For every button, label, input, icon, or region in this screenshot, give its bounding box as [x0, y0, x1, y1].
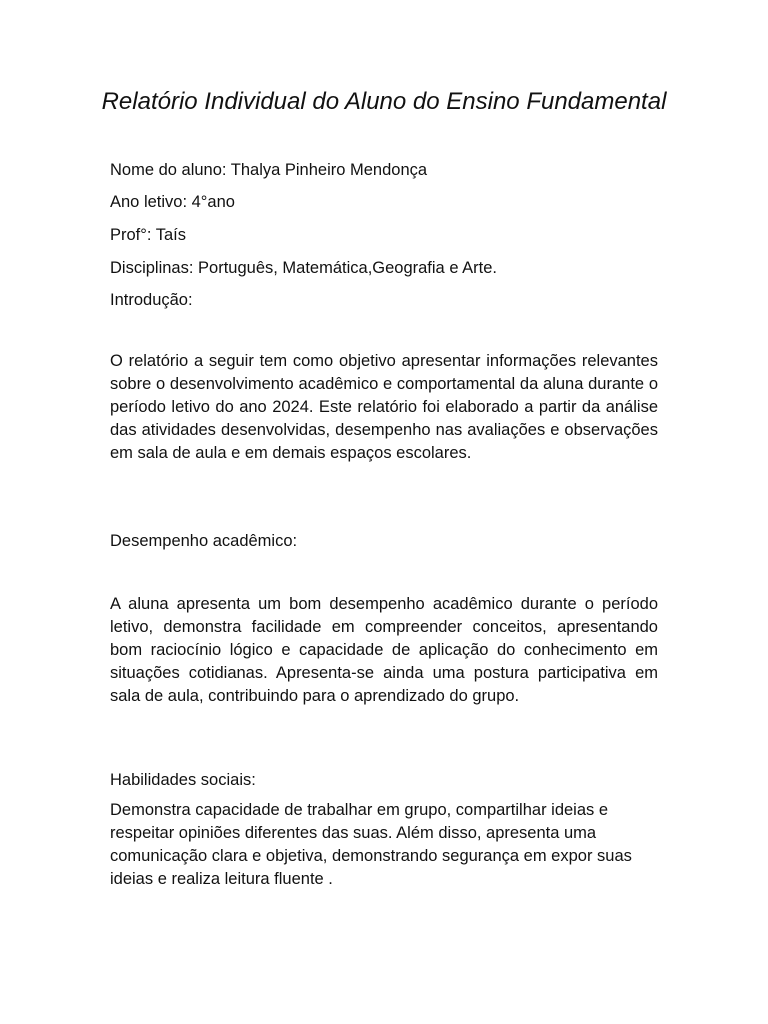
intro-paragraph: O relatório a seguir tem como objetivo apresentar informações relevantes sobre o desenvolvimento acadêmico e comportamental da aluna durante o período letivo do ano 2024. Este relatório foi elaborado a partir da análise das atividades desenvolvidas, desempenho nas avaliações e observações em sala de aula e em demais espaços escolares.	[110, 352, 658, 462]
document-title: Relatório Individual do Aluno do Ensino Fundamental	[101, 88, 667, 115]
social-heading: Habilidades sociais:	[110, 771, 256, 789]
academic-heading: Desempenho acadêmico:	[110, 532, 298, 550]
school-year: Ano letivo: 4°ano	[110, 193, 235, 211]
academic-paragraph: A aluna apresenta um bom desempenho acadêmico durante o período letivo, demonstra facilidade em compreender conceitos, apresentando bom raciocínio lógico e capacidade de aplicação do conhecimento em situações cotidianas. Apresenta-se ainda uma postura participativa em sala de aula, contribuindo para o aprendizado do grupo.	[110, 595, 658, 705]
intro-heading: Introdução:	[110, 291, 193, 309]
subjects: Disciplinas: Português, Matemática,Geografia e Arte.	[110, 259, 498, 277]
social-paragraph: Demonstra capacidade de trabalhar em grupo, compartilhar ideias e respeitar opiniões diferentes das suas. Além disso, apresenta uma comunicação clara e objetiva, demonstrando segurança em expor suas ideias e realiza leitura fluente .	[110, 801, 632, 888]
student-name: Nome do aluno: Thalya Pinheiro Mendonça	[110, 161, 428, 179]
teacher-name: Prof°: Taís	[110, 226, 186, 244]
